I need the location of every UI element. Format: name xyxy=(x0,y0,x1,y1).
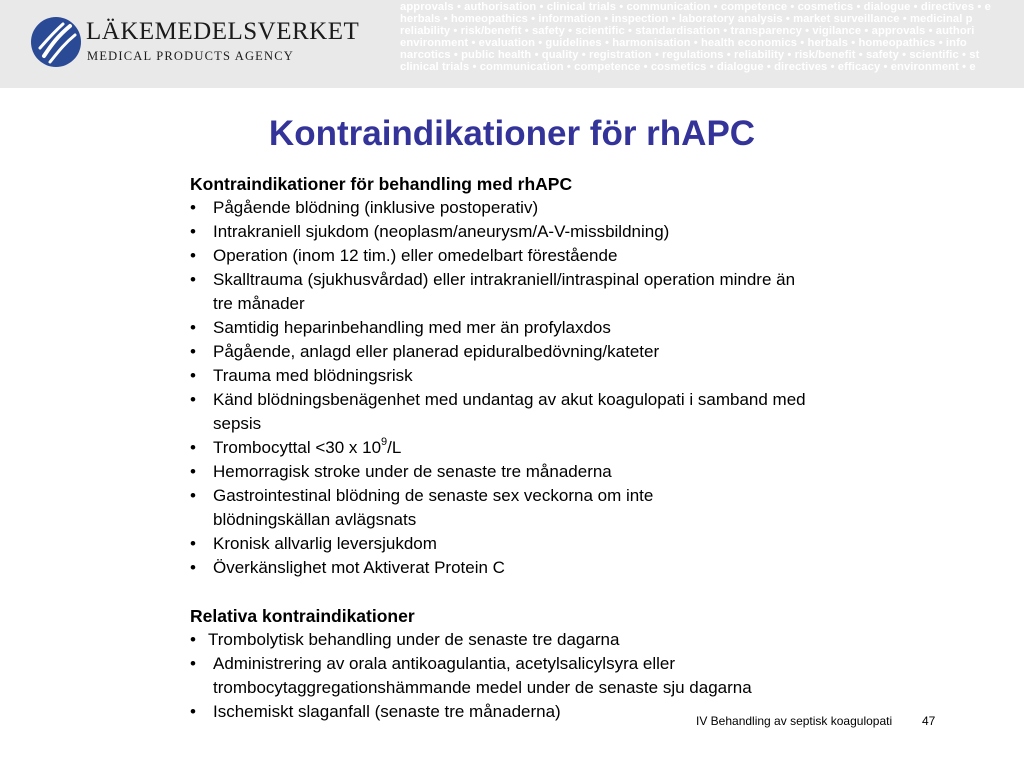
bullet-icon: • xyxy=(190,558,196,577)
list-item-text: Kronisk allvarlig leversjukdom xyxy=(213,534,437,553)
watermark-line: herbals • homeopathics • information • inspection • laboratory analysis • market surveillance • medicinal p xyxy=(400,12,973,25)
list-item-text: Överkänslighet mot Aktiverat Protein C xyxy=(213,558,505,577)
bullet-icon: • xyxy=(190,366,196,385)
bullet-icon: • xyxy=(190,630,196,649)
list-item-text: Administrering av orala antikoagulantia, acetylsalicylsyra eller trombocytaggregationshämmande medel under de senaste sju dagarna xyxy=(213,654,752,697)
platelet-count-exponent: 9 xyxy=(381,436,388,449)
agency-logo xyxy=(30,16,360,72)
watermark-line: environment • evaluation • guidelines • harmonisation • health economics • herbals • homeopathics • info xyxy=(400,36,967,49)
list-item xyxy=(190,196,890,220)
agency-emblem-icon xyxy=(30,16,82,68)
bullet-icon: • xyxy=(190,318,196,337)
list-item-text: Trauma med blödningsrisk xyxy=(213,366,413,385)
list-item xyxy=(190,316,890,340)
list-item-platelet-count xyxy=(190,436,890,460)
list-item xyxy=(190,628,890,652)
header-band xyxy=(0,0,1024,88)
platelet-count-prefix: Trombocyttal <30 x 10 xyxy=(213,438,382,457)
watermark-line: reliability • risk/benefit • safety • scientific • standardisation • transparency • vigilance • approvals • authori xyxy=(400,24,975,37)
list-item xyxy=(190,484,758,532)
footer-text: IV Behandling av septisk koagulopati xyxy=(696,714,893,728)
bullet-icon: • xyxy=(190,654,196,673)
list-item xyxy=(190,556,890,580)
list-item xyxy=(190,244,890,268)
contraindications-heading: Kontraindikationer för behandling med rhAPC xyxy=(190,174,573,194)
watermark-line: approvals • authorisation • clinical trials • communication • competence • cosmetics • dialogue • directives • e xyxy=(400,2,991,13)
bullet-icon: • xyxy=(190,390,196,409)
bullet-icon: • xyxy=(190,462,196,481)
list-item xyxy=(190,460,890,484)
bullet-icon: • xyxy=(190,198,196,217)
list-item-text: Operation (inom 12 tim.) eller omedelbart förestående xyxy=(213,246,618,265)
contraindications-list xyxy=(190,196,890,580)
list-item xyxy=(190,268,813,316)
list-item-text: Samtidig heparinbehandling med mer än profylaxdos xyxy=(213,318,611,337)
watermark-line: clinical trials • communication • competence • cosmetics • dialogue • directives • efficacy • environment • e xyxy=(400,60,976,73)
logo-subtitle: MEDICAL PRODUCTS AGENCY xyxy=(87,49,295,63)
list-item-text: Pågående, anlagd eller planerad epiduralbedövning/kateter xyxy=(213,342,660,361)
list-item-text: Gastrointestinal blödning de senaste sex veckorna om inte blödningskällan avlägsnats xyxy=(213,486,654,529)
watermark-line: narcotics • public health • quality • registration • regulations • reliability • risk/benefit • safety • scientific • st xyxy=(400,48,980,61)
slide-title: Kontraindikationer för rhAPC xyxy=(268,114,756,153)
section-spacer xyxy=(190,580,890,604)
bullet-icon: • xyxy=(190,486,196,505)
list-item xyxy=(190,652,873,700)
list-item-text: Hemorragisk stroke under de senaste tre månaderna xyxy=(213,462,612,481)
bullet-icon: • xyxy=(190,222,196,241)
bullet-icon: • xyxy=(190,270,196,289)
page-number: 47 xyxy=(922,714,936,728)
list-item-text: Ischemiskt slaganfall (senaste tre månaderna) xyxy=(213,702,561,721)
keyword-watermark xyxy=(400,2,1024,84)
list-item xyxy=(190,340,890,364)
bullet-icon: • xyxy=(190,534,196,553)
list-item-text: Skalltrauma (sjukhusvårdad) eller intrakraniell/intraspinal operation mindre än tre månader xyxy=(213,270,796,313)
list-item-text: Pågående blödning (inklusive postoperativ) xyxy=(213,198,539,217)
slide-content xyxy=(190,172,890,724)
list-item xyxy=(190,220,890,244)
list-item-text: Trombolytisk behandling under de senaste tre dagarna xyxy=(208,630,620,649)
bullet-icon: • xyxy=(190,702,196,721)
bullet-icon: • xyxy=(190,342,196,361)
bullet-icon: • xyxy=(190,246,196,265)
list-item xyxy=(190,532,890,556)
bullet-icon: • xyxy=(190,438,196,457)
list-item xyxy=(190,388,813,436)
relative-contraindications-list xyxy=(190,628,890,724)
list-item-text: Känd blödningsbenägenhet med undantag av akut koagulopati i samband med sepsis xyxy=(213,390,806,433)
list-item xyxy=(190,364,890,388)
relative-contraindications-heading: Relativa kontraindikationer xyxy=(190,606,415,626)
platelet-count-suffix: /L xyxy=(387,438,402,457)
list-item-text: Intrakraniell sjukdom (neoplasm/aneurysm/A-V-missbildning) xyxy=(213,222,670,241)
logo-name: LÄKEMEDELSVERKET xyxy=(86,18,360,45)
